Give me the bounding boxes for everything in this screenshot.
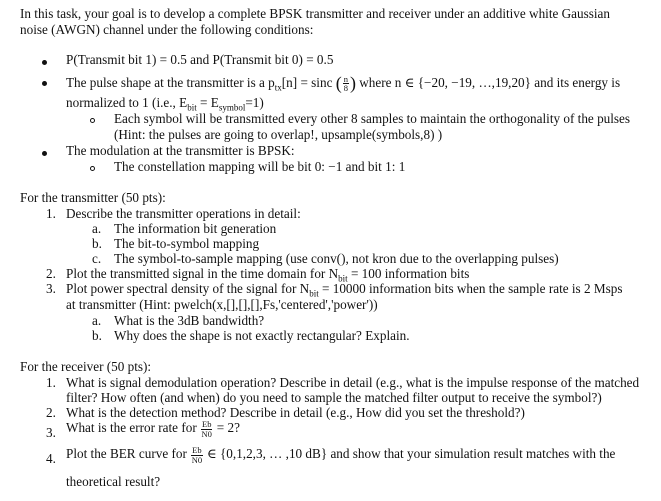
condition-3-sub: The constellation mapping will be bit 0: −1 and bit 1: 1 — [114, 159, 406, 174]
sub-bullet-icon — [90, 166, 95, 171]
bullet-icon — [42, 151, 47, 156]
fraction-denominator: 8 — [343, 83, 348, 94]
condition-2 — [66, 72, 620, 95]
tx-q3b: Why does the shape is not exactly rectangular? Explain. — [114, 328, 410, 343]
intro-line-1: In this task, your goal is to develop a complete BPSK transmitter and receiver under an additive white Gaussian — [20, 6, 610, 21]
tx-q2-number: 2. — [46, 266, 56, 281]
sinc-fraction — [343, 75, 349, 93]
rx-q3 — [66, 420, 240, 438]
rx-q4-number: 4. — [46, 451, 56, 466]
receiver-heading: For the receiver (50 pts): — [20, 359, 152, 374]
condition-2-text-b: [n] = sinc — [281, 75, 333, 90]
condition-2-line2-c: =1) — [245, 95, 264, 110]
rx-q2-number: 2. — [46, 405, 56, 420]
bullet-icon — [42, 60, 47, 65]
rx-q1: What is signal demodulation operation? Describe in detail (e.g., what is the impulse response of the matched — [66, 375, 640, 390]
condition-2-sub-1-line-2: (Hint: the pulses are going to overlap!, upsample(symbols,8) ) — [114, 127, 443, 142]
tx-q1b: The bit-to-symbol mapping — [114, 236, 260, 251]
fraction-numerator: Eb — [202, 419, 212, 429]
sub-bullet-icon — [90, 118, 95, 123]
rx-q4 — [66, 446, 615, 464]
condition-2-text-a: The pulse shape at the transmitter is a p — [66, 75, 275, 90]
paren-open: ( — [335, 73, 342, 93]
tx-q1-number: 1. — [46, 206, 56, 221]
tx-q1c-label: c. — [92, 251, 102, 266]
intro-line-2: noise (AWGN) channel under the following conditions: — [20, 22, 314, 37]
tx-q1a: The information bit generation — [114, 221, 277, 236]
tx-q3b-label: b. — [92, 328, 102, 343]
tx-q3a: What is the 3dB bandwidth? — [114, 313, 265, 328]
tx-q3-text-b: = 10000 information bits when the sample rate is 2 Msps — [318, 281, 623, 296]
tx-q2-text-a: Plot the transmitted signal in the time domain for N — [66, 266, 339, 281]
transmitter-heading: For the transmitter (50 pts): — [20, 190, 166, 205]
condition-2-line2-b: = E — [196, 95, 219, 110]
condition-2-line2-a: normalized to 1 (i.e., E — [66, 95, 188, 110]
fraction-denominator: N0 — [191, 454, 203, 465]
sub-bit: bit — [309, 288, 319, 299]
rx-q1-number: 1. — [46, 375, 56, 390]
condition-2-sub-1: Each symbol will be transmitted every other 8 samples to maintain the orthogonality of the pulses — [114, 111, 631, 126]
rx-q4-text-a: Plot the BER curve for — [66, 446, 187, 462]
condition-2-text-c: where n ∈ {−20, −19, …,19,20} and its energy is — [355, 75, 621, 90]
tx-q1a-label: a. — [92, 221, 102, 236]
fraction-denominator: N0 — [201, 428, 212, 439]
rx-q3-text-a: What is the error rate for — [66, 420, 197, 436]
rx-q1-line-2: filter? How often (and when) do you need to sample the matched filter output to receive the symbol?) — [66, 390, 602, 405]
condition-1: P(Transmit bit 1) = 0.5 and P(Transmit bit 0) = 0.5 — [66, 52, 334, 67]
condition-2-sub: tx — [274, 82, 282, 93]
rx-q3-text-b: = 2? — [213, 420, 240, 436]
tx-q3-text-a: Plot power spectral density of the signal for N — [66, 281, 310, 296]
tx-q3a-label: a. — [92, 313, 102, 328]
tx-q1: Describe the transmitter operations in detail: — [66, 206, 301, 221]
tx-q3-line-2: at transmitter (Hint: pwelch(x,[],[],[],Fs,'centered','power')) — [66, 297, 378, 312]
eb-n0-fraction — [201, 420, 212, 438]
rx-q4-text-b: ∈ {0,1,2,3, … ,10 dB} and show that your simulation result matches with the — [203, 446, 616, 462]
rx-q2: What is the detection method? Describe in detail (e.g., How did you set the threshold?) — [66, 405, 525, 420]
tx-q1b-label: b. — [92, 236, 102, 251]
fraction-numerator: n — [343, 73, 348, 84]
paren-close: ) — [349, 73, 356, 93]
bullet-icon — [42, 81, 47, 86]
fraction-numerator: Eb — [192, 445, 202, 455]
rx-q4-line-2: theoretical result? — [66, 474, 161, 489]
rx-q3-number: 3. — [46, 425, 56, 440]
sub-bit: bit — [338, 273, 348, 284]
eb-n0-fraction — [191, 446, 202, 464]
tx-q1c: The symbol-to-sample mapping (use conv(), not kron due to the overlapping pulses) — [114, 251, 559, 266]
tx-q2-text-b: = 100 information bits — [347, 266, 470, 281]
sub-bit: bit — [187, 102, 197, 113]
sub-symbol: symbol — [218, 102, 246, 113]
tx-q3-number: 3. — [46, 281, 56, 296]
condition-3: The modulation at the transmitter is BPSK: — [66, 143, 295, 158]
